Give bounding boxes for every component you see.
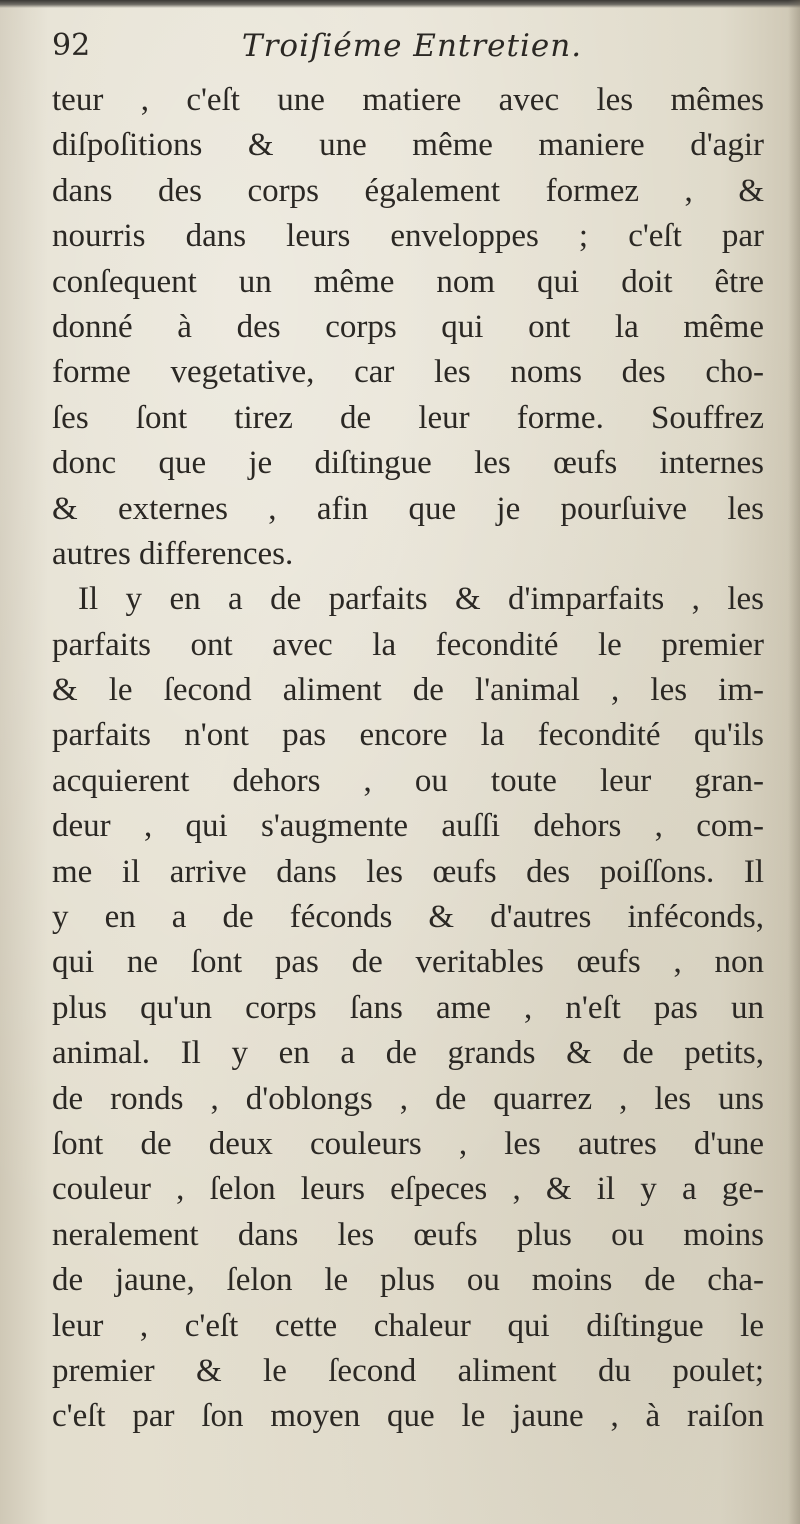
text-line: autres differences.: [52, 535, 294, 572]
text-line: nourris dans leurs enveloppes ; c'eſt par: [52, 218, 764, 255]
page-number: 92: [52, 28, 91, 63]
running-head: [52, 20, 772, 70]
body-text: [52, 78, 764, 1440]
text-line: donc que je diſtingue les œufs internes: [52, 445, 764, 482]
text-line: & le ſecond aliment de l'animal , les im-: [52, 672, 764, 709]
text-line: dans des corps également formez , &: [52, 172, 764, 209]
text-line: deur , qui s'augmente auſſi dehors , com-: [52, 808, 764, 845]
text-line: ſes ſont tirez de leur forme. Souffrez: [52, 399, 764, 436]
paragraph-eggs: [52, 577, 764, 1439]
text-line: plus qu'un corps ſans ame , n'eſt pas un: [52, 989, 764, 1026]
text-line: parfaits n'ont pas encore la fecondité qu'ils: [52, 717, 764, 754]
text-line: conſequent un même nom qui doit être: [52, 263, 764, 300]
text-line: c'eſt par ſon moyen que le jaune , à raiſon: [52, 1398, 764, 1435]
text-line: & externes , afin que je pourſuive les: [52, 490, 764, 527]
text-line: animal. Il y en a de grands & de petits,: [52, 1035, 764, 1072]
page-gutter-shadow: [788, 0, 800, 1524]
text-line: couleur , ſelon leurs eſpeces , & il y a ge-: [52, 1171, 764, 1208]
text-line: qui ne ſont pas de veritables œufs , non: [52, 944, 764, 981]
page-top-shadow: [0, 0, 800, 8]
text-line: Il y en a de parfaits & d'imparfaits , les: [78, 581, 764, 618]
text-line: acquierent dehors , ou toute leur gran-: [52, 762, 764, 799]
text-line: de jaune, ſelon le plus ou moins de cha-: [52, 1262, 764, 1299]
text-line: premier & le ſecond aliment du poulet;: [52, 1352, 764, 1389]
paragraph-continued: [52, 78, 764, 577]
text-line: leur , c'eſt cette chaleur qui diſtingue le: [52, 1307, 764, 1344]
text-line: donné à des corps qui ont la même: [52, 308, 764, 345]
running-title: Troiſiéme Entretien.: [241, 28, 583, 64]
text-line: y en a de féconds & d'autres inféconds,: [52, 899, 764, 936]
text-line: neralement dans les œufs plus ou moins: [52, 1216, 764, 1253]
text-line: diſpoſitions & une même maniere d'agir: [52, 127, 764, 164]
text-line: parfaits ont avec la fecondité le premier: [52, 626, 764, 663]
text-line: me il arrive dans les œufs des poiſſons. Il: [52, 853, 764, 890]
text-line: ſont de deux couleurs , les autres d'une: [52, 1125, 764, 1162]
text-line: forme vegetative, car les noms des cho-: [52, 354, 764, 391]
text-line: teur , c'eſt une matiere avec les mêmes: [52, 82, 764, 118]
text-line: de ronds , d'oblongs , de quarrez , les uns: [52, 1080, 764, 1117]
